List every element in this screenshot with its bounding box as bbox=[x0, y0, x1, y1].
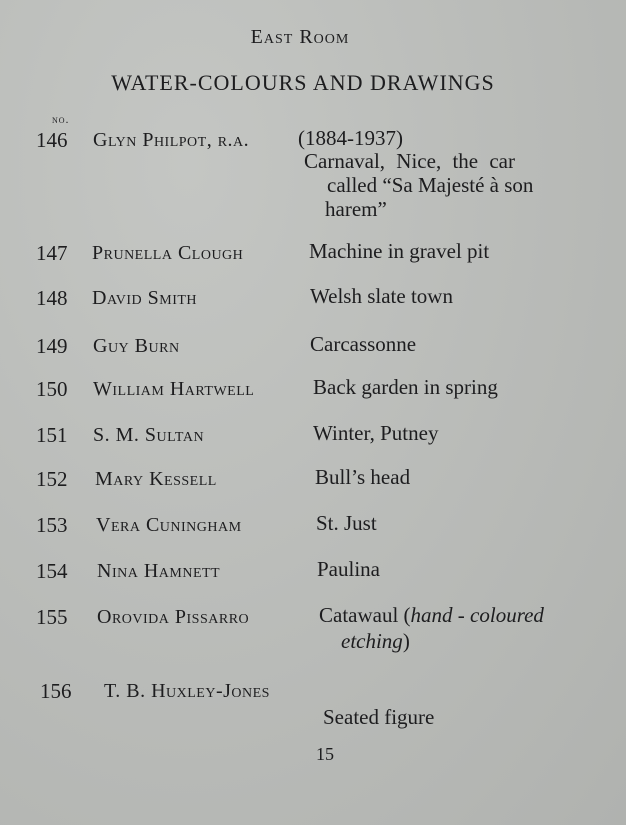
entry-dates: (1884-1937) bbox=[298, 126, 403, 150]
entry-title-text: ) bbox=[402, 629, 410, 653]
entry-title: St. Just bbox=[316, 511, 377, 535]
entry-title: Welsh slate town bbox=[310, 284, 453, 308]
entry-artist: Glyn Philpot, r.a. bbox=[93, 129, 250, 151]
entry-artist: David Smith bbox=[92, 287, 198, 309]
entry-number: 147 bbox=[36, 241, 68, 265]
entry-title bbox=[319, 603, 544, 628]
entry-artist: T. B. Huxley-Jones bbox=[104, 680, 270, 702]
entry-number: 154 bbox=[36, 559, 68, 583]
number-column-label: no. bbox=[52, 112, 70, 126]
room-title: East Room bbox=[250, 26, 350, 48]
entry-number: 146 bbox=[36, 128, 68, 152]
entry-number: 155 bbox=[36, 605, 68, 629]
entry-title-italic: hand - coloured bbox=[410, 603, 544, 627]
entry-artist: S. M. Sultan bbox=[93, 424, 205, 446]
entry-number: 148 bbox=[36, 286, 68, 310]
entry-artist: Nina Hamnett bbox=[97, 560, 221, 582]
entry-title: Machine in gravel pit bbox=[309, 239, 490, 263]
entry-artist: Orovida Pissarro bbox=[97, 606, 250, 628]
entry-artist: Mary Kessell bbox=[95, 468, 217, 490]
entry-title-line: harem” bbox=[325, 197, 387, 221]
entry-number: 152 bbox=[36, 467, 68, 491]
entry-number: 153 bbox=[36, 513, 68, 537]
entry-title-line bbox=[341, 629, 410, 654]
entry-title: Seated figure bbox=[323, 705, 435, 729]
entry-title-italic: etching bbox=[341, 629, 403, 653]
entry-artist: William Hartwell bbox=[93, 378, 255, 400]
page-number: 15 bbox=[316, 744, 334, 764]
entry-title: Bull’s head bbox=[315, 465, 411, 489]
entry-title-line: called “Sa Majesté à son bbox=[327, 173, 534, 197]
entry-number: 150 bbox=[36, 377, 68, 401]
entry-artist: Guy Burn bbox=[93, 335, 180, 357]
entry-title: Carcassonne bbox=[310, 332, 417, 356]
entry-title-line: Carnaval, Nice, the car bbox=[304, 149, 515, 173]
entry-title: Paulina bbox=[317, 557, 380, 581]
entry-title-text: Catawaul ( bbox=[319, 603, 411, 627]
entry-title: Back garden in spring bbox=[313, 375, 498, 399]
entry-artist: Vera Cuningham bbox=[96, 514, 242, 536]
entry-number: 149 bbox=[36, 334, 68, 358]
entry-artist: Prunella Clough bbox=[92, 242, 244, 264]
entry-title: Winter, Putney bbox=[313, 421, 439, 445]
entry-number: 151 bbox=[36, 423, 68, 447]
entry-number: 156 bbox=[40, 679, 72, 703]
section-heading: WATER-COLOURS AND DRAWINGS bbox=[111, 70, 495, 95]
